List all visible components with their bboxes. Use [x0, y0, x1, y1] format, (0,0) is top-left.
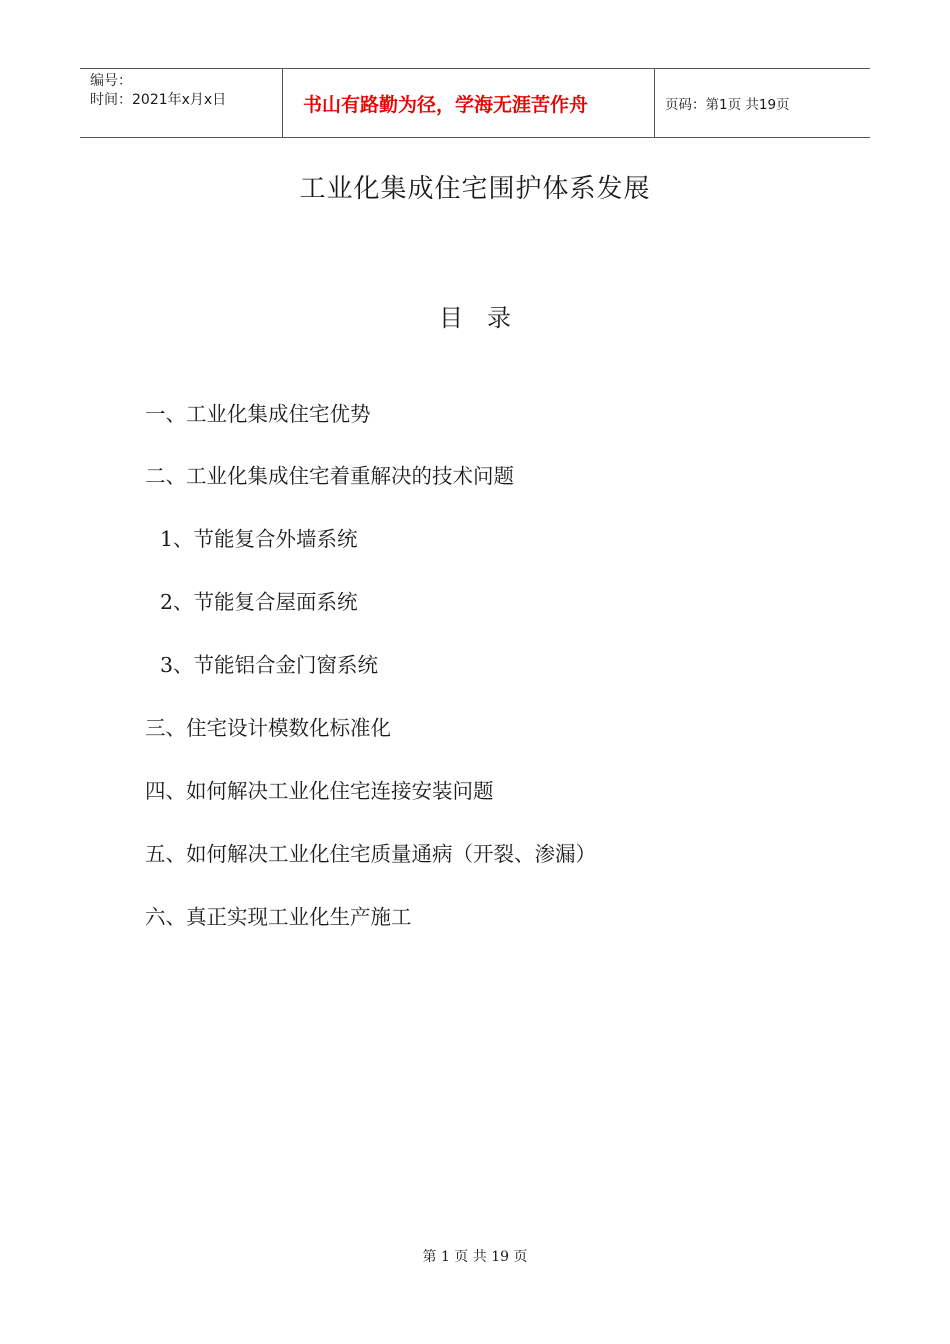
document-date: 时间：2021年x月x日: [90, 92, 227, 108]
toc-item[interactable]: 3、节能铝合金门窗系统: [160, 653, 379, 677]
toc-item[interactable]: 五、如何解决工业化住宅质量通病（开裂、渗漏）: [145, 842, 596, 866]
header-meta: [80, 69, 282, 137]
toc-item[interactable]: 二、工业化集成住宅着重解决的技术问题: [145, 464, 514, 488]
page-header: [80, 68, 870, 138]
toc-heading: [0, 298, 950, 333]
header-page-info: 页码：第1页 共19页: [665, 97, 790, 113]
header-motto: 书山有路勤为径，学海无涯苦作舟: [282, 69, 655, 137]
toc-item[interactable]: 一、工业化集成住宅优势: [145, 402, 371, 426]
toc-item[interactable]: 六、真正实现工业化生产施工: [145, 905, 412, 929]
toc-item[interactable]: 三、住宅设计模数化标准化: [145, 716, 391, 740]
toc-item[interactable]: 四、如何解决工业化住宅连接安装问题: [145, 779, 494, 803]
toc-item[interactable]: 1、节能复合外墙系统: [160, 527, 358, 551]
toc-heading-char: 目: [439, 304, 463, 332]
toc-item[interactable]: 2、节能复合屋面系统: [160, 590, 358, 614]
document-number-label: 编号：: [90, 73, 132, 89]
page-footer: 第 1 页 共 19 页: [422, 1249, 528, 1265]
document-title: 工业化集成住宅围护体系发展: [299, 174, 651, 204]
toc-heading-char: 录: [487, 304, 511, 332]
